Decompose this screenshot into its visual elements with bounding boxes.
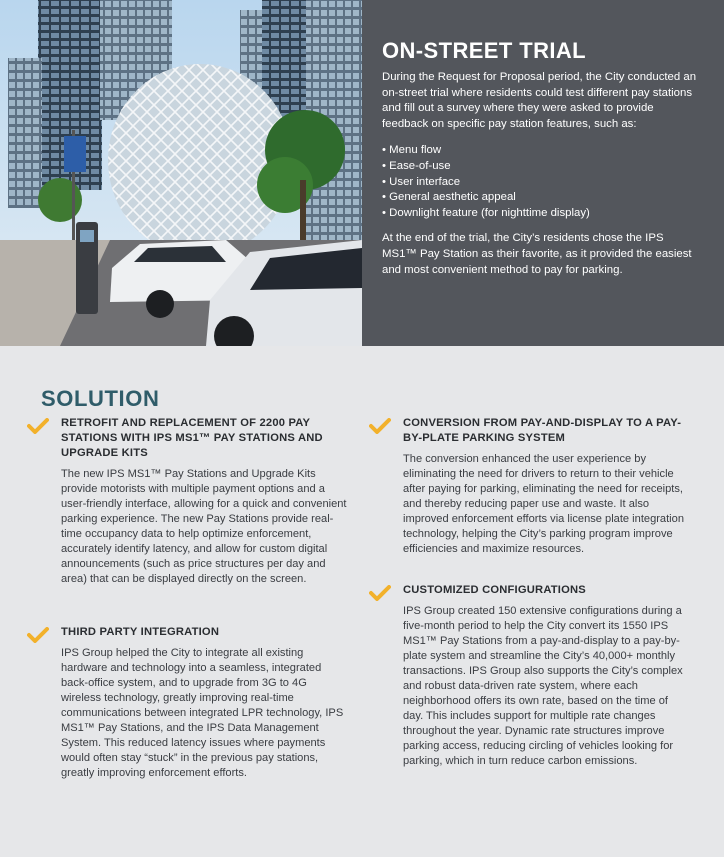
solution-item-third-party [27, 625, 347, 781]
solution-item-body: IPS Group created 150 extensive configurations during a five-month period to help the City convert its 1550 IPS MS1™ Pay Stations from a pay-and-display to a pay-by-plate system and streamline the City’s 40,000+ monthly transactions. IPS Group also supports the City’s complex and robust data-driven rate system, where each neighborhood offers its own rate, based on the time of day. This includes support for multiple rate changes throughout the year. Dynamic rate structures improve parking access, reducing circling of vehicles looking for parking, which in turn reduce carbon emissions. [403, 605, 683, 767]
solution-item-body: IPS Group helped the City to integrate all existing hardware and technology into a seamless, integrated back-office system, and to upgrade from 3G to 4G wireless technology, greatly improving real-time communications between integrated LPR technology, IPS MS1™ Pay Stations, and the IPS Data Management System. This reduced latency issues where payments would often stay “stuck” in the previous pay stations, greatly improving enforcement efforts. [61, 647, 344, 779]
solution-item-body: The conversion enhanced the user experience by eliminating the need for drivers to return to their vehicle after paying for parking, eliminating the need for receipts, and thereby reducing paper use and waste. It also improved enforcement efforts via license plate integration technology, helping the City’s parking program improve efficiencies and maximize resources. [403, 453, 684, 555]
feature-item: • Ease-of-use [382, 159, 700, 175]
feature-item: • User interface [382, 175, 700, 191]
checkmark-icon [27, 418, 49, 434]
checkmark-icon [369, 418, 391, 434]
solution-item-body: The new IPS MS1™ Pay Stations and Upgrade Kits provide motorists with multiple payment options and a user-friendly interface, allowing for a quick and convenient parking experience. The new Pay Stations provide real-time occupancy data to help optimize enforcement, accurately identify latency, and allow for custom digital announcements (such as price structures per day and area) that can be displayed directly on the screen. [61, 468, 347, 585]
checkmark-icon [369, 585, 391, 601]
solution-item-configurations [369, 583, 689, 769]
solution-item-retrofit [27, 416, 347, 587]
feature-item: • General aesthetic appeal [382, 190, 700, 206]
solution-heading: SOLUTION [41, 386, 160, 411]
on-street-trial-panel [362, 0, 724, 346]
solution-item-title: CONVERSION FROM PAY-AND-DISPLAY TO A PAY-BY-PLATE PARKING SYSTEM [403, 417, 682, 444]
solution-item-conversion [369, 416, 689, 557]
feature-item: • Menu flow [382, 143, 700, 159]
solution-item-title: RETROFIT AND REPLACEMENT OF 2200 PAY STATIONS WITH IPS MS1™ PAY STATIONS AND UPGRADE KITS [61, 417, 323, 459]
feature-list [382, 143, 700, 221]
checkmark-icon [27, 627, 49, 643]
trial-conclusion: At the end of the trial, the City’s residents chose the IPS MS1™ Pay Station as their favorite, as it provided the easiest and most convenient method to pay for parking. [382, 232, 692, 276]
trial-heading: ON-STREET TRIAL [382, 38, 586, 63]
street-photo [0, 0, 362, 346]
trial-intro: During the Request for Proposal period, the City conducted an on-street trial where residents could test different pay stations and fill out a survey where they were asked to provide feedback on specific pay station features, such as: [382, 71, 697, 130]
solution-item-title: CUSTOMIZED CONFIGURATIONS [403, 584, 586, 596]
street-photo-illustration [0, 0, 362, 346]
feature-item: • Downlight feature (for nighttime display) [382, 206, 700, 222]
solution-item-title: THIRD PARTY INTEGRATION [61, 626, 220, 638]
